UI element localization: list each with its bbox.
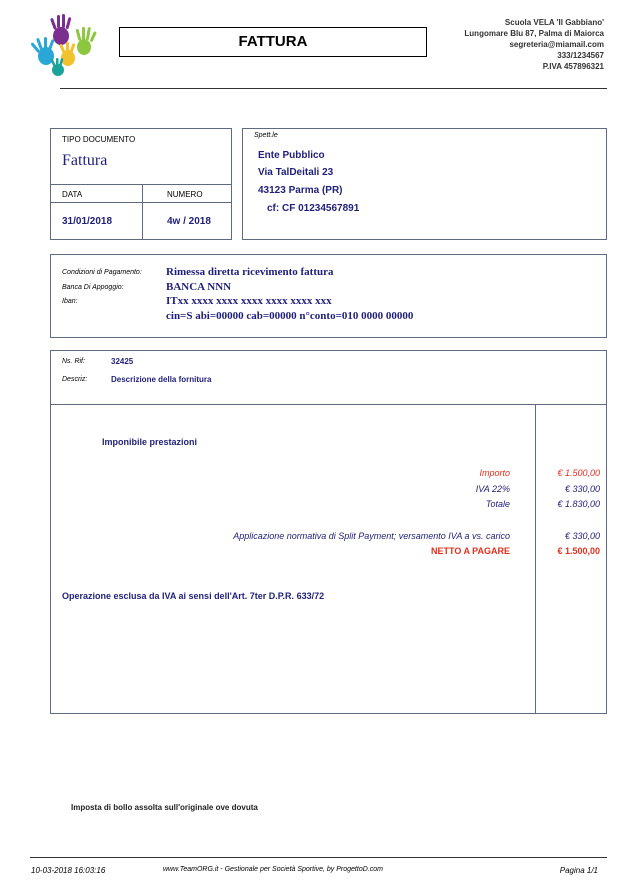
payment-conditions-label: Condizioni di Pagamento: [62,269,142,276]
payment-iban-detail: cin=S abi=00000 cab=00000 n°conto=010 0000 00000 [166,310,414,322]
payment-bank-value: BANCA NNN [166,281,232,293]
netto-value: € 1.500,00 [557,546,600,556]
recipient-box [242,128,607,240]
footer-credits: www.TeamORG.it - Gestionale per Società Sportive, by ProgettoD.com [163,866,383,873]
esclusa-note: Operazione esclusa da IVA ai sensi dell'Art. 7ter D.P.R. 633/72 [62,591,325,601]
body-divider-h [51,404,606,405]
company-vat: P.IVA 457896321 [542,62,604,71]
company-phone: 333/1234567 [557,51,604,60]
doc-number-label: NUMERO [167,190,203,199]
invoice-body-box [50,350,607,714]
netto-label: NETTO A PAGARE [430,546,510,556]
footer-divider [30,857,607,858]
payment-bank-label: Banca Di Appoggio: [62,284,124,291]
recipient-street: Via TalDeitali 23 [258,167,334,178]
split-label: Applicazione normativa di Split Payment; versamento IVA a vs. carico [233,531,510,541]
company-email: segreteria@miamail.com [509,40,604,49]
recipient-label: Spett.le [254,132,278,139]
payment-iban-value: ITxx xxxx xxxx xxxx xxxx xxxx xxx [166,295,332,307]
company-address: Lungomare Blu 87, Palma di Maiorca [464,29,604,38]
doc-divider-v [142,184,143,239]
logo [28,12,104,78]
totale-value: € 1.830,00 [557,499,600,509]
totale-label: Totale [485,499,510,509]
payment-box [50,254,607,338]
section-title: Imponibile prestazioni [102,437,198,447]
recipient-cf: cf: CF 01234567891 [267,203,360,214]
iva-label: IVA 22% [475,484,510,494]
title-box [119,27,427,57]
company-name: Scuola VELA 'Il Gabbiano' [504,18,604,27]
split-value: € 330,00 [564,531,600,541]
payment-iban-label: Iban: [62,298,78,305]
descr-label: Descriz: [62,376,88,383]
footer-page: Pagina 1/1 [559,866,598,875]
recipient-name: Ente Pubblico [258,150,325,161]
ref-label: Ns. Rif: [62,358,85,365]
doc-date-value: 31/01/2018 [62,216,113,227]
body-divider-v [535,404,536,713]
importo-value: € 1.500,00 [557,468,600,478]
doc-type-value: Fattura [62,152,108,169]
page-title: FATTURA [238,33,308,50]
header-divider [60,88,607,89]
doc-divider-h2 [51,202,231,203]
footer-timestamp: 10-03-2018 16:03:16 [31,866,106,875]
payment-conditions-value: Rimessa diretta ricevimento fattura [166,266,334,278]
doc-date-label: DATA [62,190,83,199]
document-info-box [50,128,232,240]
company-info [464,17,604,72]
descr-value: Descrizione della fornitura [111,375,212,384]
doc-divider-h1 [51,184,231,185]
importo-label: Importo [479,468,510,478]
stamp-note: Imposta di bollo assolta sull'originale ove dovuta [71,803,258,812]
ref-value: 32425 [111,357,134,366]
iva-value: € 330,00 [564,484,600,494]
doc-type-label: TIPO DOCUMENTO [62,135,136,144]
recipient-city: 43123 Parma (PR) [258,185,343,196]
doc-number-value: 4w / 2018 [167,216,211,227]
